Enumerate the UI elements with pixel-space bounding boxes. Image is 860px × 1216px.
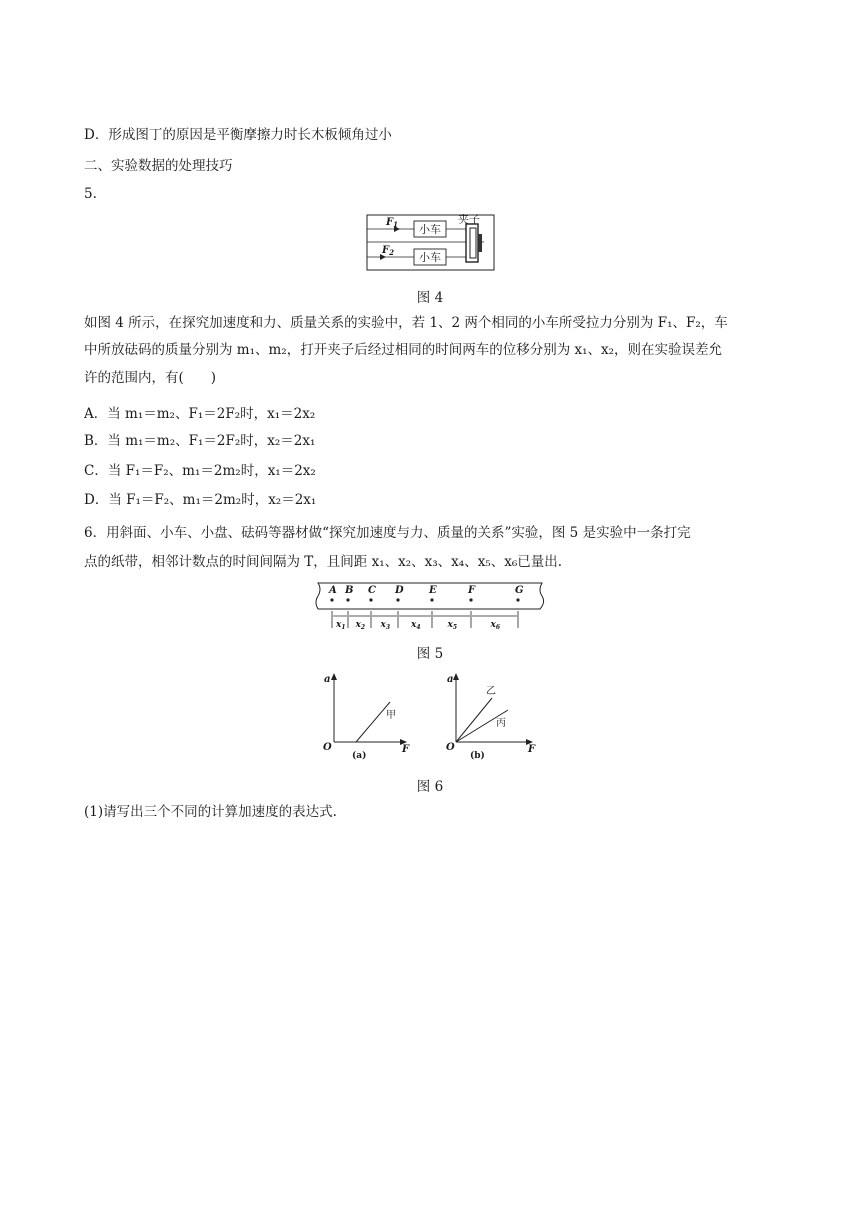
figure-5-tape [312,580,548,630]
figure-6-caption: 图 6 [416,779,444,795]
fig6a-line-label: 甲 [386,710,396,721]
option-b[interactable]: B．当 m₁＝m₂、F₁＝2F₂时，x₂＝2x₁ [84,433,316,449]
option-d[interactable]: D．当 F₁＝F₂、m₁＝2m₂时，x₂＝2x₁ [84,492,317,508]
fig6b-line1-label: 乙 [486,686,496,697]
tape-segment-x-4: x [411,620,417,630]
question-5-text-1: 如图 4 所示，在探究加速度和力、质量关系的实验中，若 1、2 两个相同的小车所受拉力分别为 F₁、F₂，车 [84,315,728,331]
tape-segment-sub-2: 2 [360,624,366,631]
question-5-text-2: 中所放砝码的质量分别为 m₁、m₂，打开夹子后经过相同的时间两车的位移分别为 x₁、x₂，则在实验误差允 [84,342,723,358]
figure-4 [366,214,496,272]
tape-segment-x-5: x [447,620,453,630]
tape-point-label-B: B [345,585,354,596]
tape-segment-label-1 [335,620,346,631]
figure-6a-graph [320,672,410,762]
fig6b-xlabel: F [528,744,536,755]
f1-label: F [386,217,394,228]
question-6-text-2: 点的纸带，相邻计数点的时间间隔为 T，且间距 x₁、x₂、x₃、x₄、x₅、x₆已量出. [84,554,563,570]
tape-segment-x-6: x [490,620,496,630]
car-1-label: 小车 [419,223,441,236]
fig6a-ylabel: a [324,674,331,685]
fig6b-line2-label: 丙 [496,718,506,729]
question-6-text-1: 6．用斜面、小车、小盘、砝码等器材做“探究加速度与力、质量的关系”实验，图 5 是实验中一条打完 [84,525,691,541]
figure-4-caption: 图 4 [416,290,444,306]
tape-point-label-A: A [329,585,337,596]
tape-point-label-D: D [395,585,404,596]
tape-segment-label-3 [380,620,391,631]
tape-segment-label-4 [410,620,421,631]
f2-label: F [382,245,390,256]
f2-subscript: 2 [389,248,394,257]
tape-dot-A [330,598,333,601]
tape-segment-label-2 [355,620,366,631]
question-5-number: 5. [84,186,97,202]
tape-segment-sub-4: 4 [416,624,421,631]
tape-point-label-E: E [429,585,437,596]
fig6b-tag: (b) [470,751,485,761]
tape-segment-label-5 [447,620,458,631]
car-2-label: 小车 [419,251,441,264]
fig6a-origin: O [323,742,332,753]
tape-dot-B [346,598,349,601]
tape-point-label-C: C [368,585,376,596]
tape-segment-sub-6: 6 [495,624,501,631]
section-heading: 二、实验数据的处理技巧 [84,158,233,174]
option-c[interactable]: C．当 F₁＝F₂、m₁＝2m₂时，x₁＝2x₂ [84,463,316,479]
tape-dot-D [396,598,399,601]
tape-segment-x-3: x [380,620,386,630]
tape-segment-x-1: x [336,620,342,630]
fig6a-xlabel: F [402,744,410,755]
figure-6b-graph [446,672,536,762]
tape-segment-label-6 [490,620,501,631]
question-6-part-1: (1)请写出三个不同的计算加速度的表达式. [84,804,337,820]
tape-dot-E [430,598,433,601]
figure-5-caption: 图 5 [416,646,444,662]
fig6a-tag: (a) [352,751,367,761]
clip-label: 夹子 [458,213,480,226]
tape-segment-sub-1: 1 [341,624,346,631]
question-5-text-3: 许的范围内，有( ) [84,370,217,386]
option-d-previous: D．形成图丁的原因是平衡摩擦力时长木板倾角过小 [84,127,392,143]
fig6b-origin: O [446,742,455,753]
tape-dot-F [469,598,472,601]
f1-subscript: 1 [393,220,398,229]
svg-text:F1 [385,217,398,229]
svg-text:F2 [381,245,394,257]
tape-segment-sub-5: 5 [452,624,458,631]
tape-point-label-F: F [468,585,476,596]
fig6b-ylabel: a [447,674,454,685]
tape-segment-x-2: x [355,620,361,630]
tape-dot-C [369,598,372,601]
tape-segment-sub-3: 3 [385,624,391,631]
option-a[interactable]: A．当 m₁＝m₂、F₁＝2F₂时，x₁＝2x₂ [84,406,316,422]
tape-dot-G [516,598,519,601]
tape-point-label-G: G [515,585,524,596]
